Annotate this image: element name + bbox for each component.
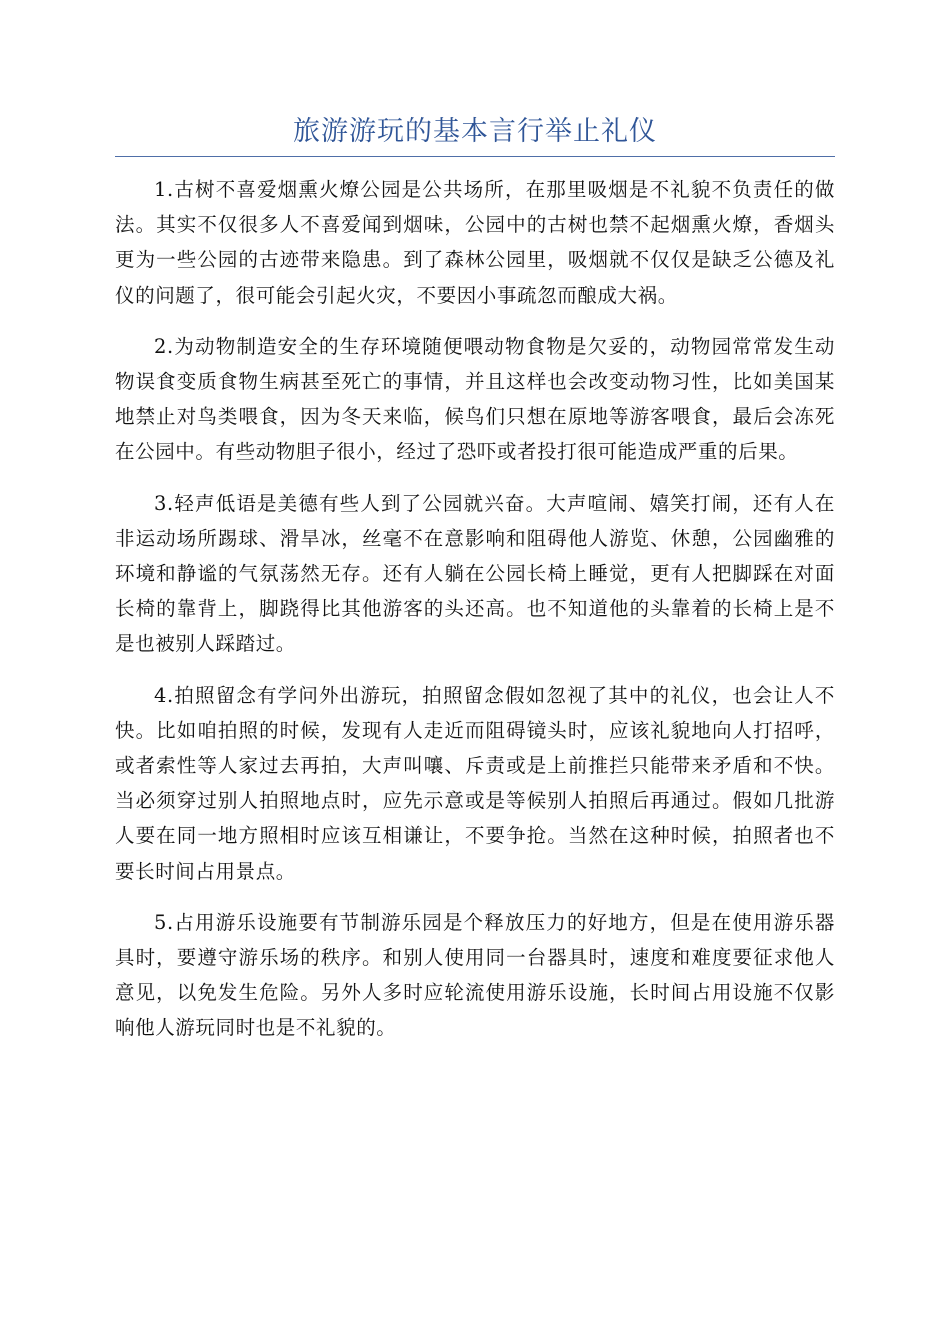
page-title: 旅游游玩的基本言行举止礼仪	[293, 116, 657, 147]
document-body	[115, 172, 835, 1062]
title-block	[115, 114, 835, 157]
paragraph-2: 2.为动物制造安全的生存环境随便喂动物食物是欠妥的，动物园常常发生动物误食变质食物生病甚至死亡的事情，并且这样也会改变动物习性，比如美国某地禁止对鸟类喂食，因为冬天来临，候鸟们只想在原地等游客喂食，最后会冻死在公园中。有些动物胆子很小，经过了恐吓或者投打很可能造成严重的后果。	[115, 334, 835, 464]
paragraph-1: 1.古树不喜爱烟熏火燎公园是公共场所，在那里吸烟是不礼貌不负责任的做法。其实不仅很多人不喜爱闻到烟味，公园中的古树也禁不起烟熏火燎，香烟头更为一些公园的古迹带来隐患。到了森林公园里，吸烟就不仅仅是缺乏公德及礼仪的问题了，很可能会引起火灾，不要因小事疏忽而酿成大祸。	[115, 178, 835, 307]
paragraph-3: 3.轻声低语是美德有些人到了公园就兴奋。大声喧闹、嬉笑打闹，还有人在非运动场所踢球、滑旱冰，丝毫不在意影响和阻碍他人游览、休憩，公园幽雅的环境和静谧的气氛荡然无存。还有人躺在公园长椅上睡觉，更有人把脚踩在对面长椅的靠背上，脚跷得比其他游客的头还高。也不知道他的头靠着的长椅上是不是也被别人踩踏过。	[115, 491, 835, 656]
paragraph-4: 4.拍照留念有学问外出游玩，拍照留念假如忽视了其中的礼仪，也会让人不快。比如咱拍照的时候，发现有人走近而阻碍镜头时，应该礼貌地向人打招呼，或者索性等人家过去再拍，大声叫嚷、斥责或是上前推拦只能带来矛盾和不快。当必须穿过别人拍照地点时，应先示意或是等候别人拍照后再通过。假如几批游人要在同一地方照相时应该互相谦让，不要争抢。当然在这种时候，拍照者也不要长时间占用景点。	[115, 683, 835, 883]
paragraph-5: 5.占用游乐设施要有节制游乐园是个释放压力的好地方，但是在使用游乐器具时，要遵守游乐场的秩序。和别人使用同一台器具时，速度和难度要征求他人意见，以免发生危险。另外人多时应轮流使用游乐设施，长时间占用设施不仅影响他人游玩同时也是不礼貌的。	[115, 910, 835, 1040]
